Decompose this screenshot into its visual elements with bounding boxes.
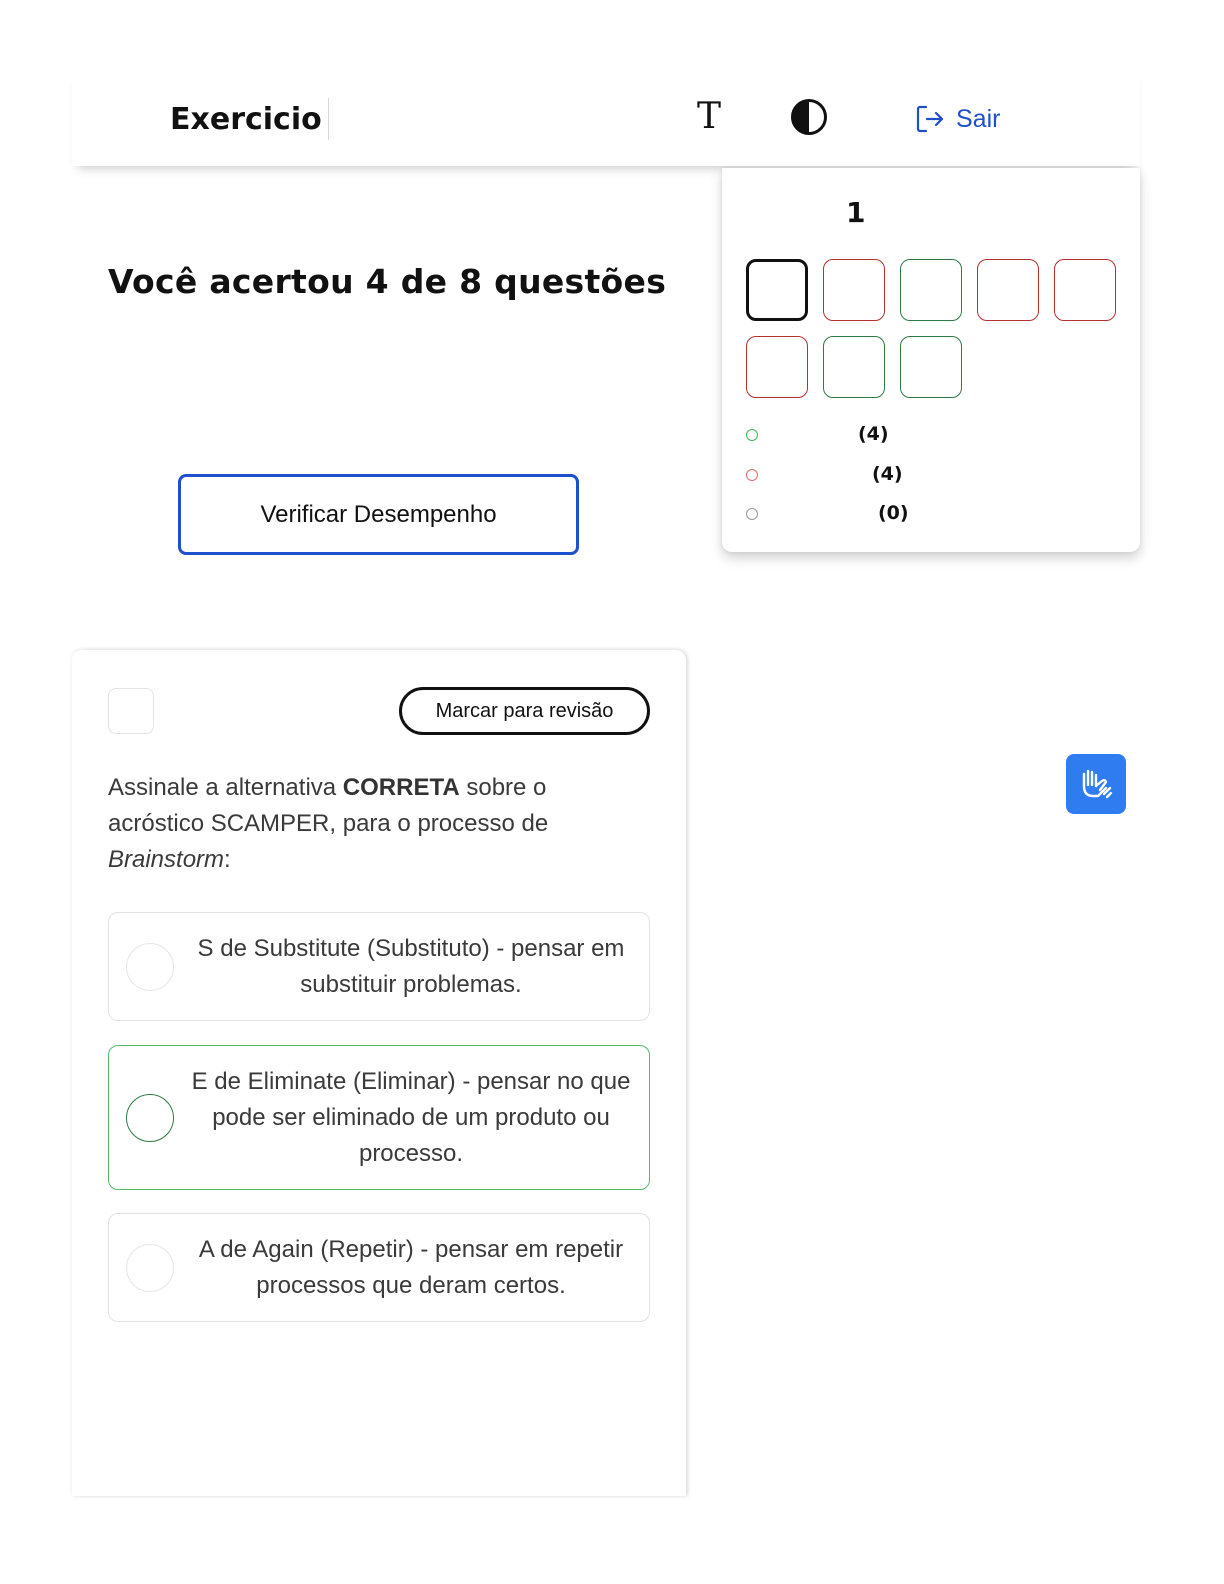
question-navigation-panel — [722, 168, 1140, 552]
option-radio[interactable] — [126, 1094, 174, 1142]
option-text: E de Eliminate (Eliminar) - pensar no que pode ser eliminado de um produto ou processo. — [191, 1067, 631, 1167]
question-nav-5[interactable] — [1054, 259, 1116, 321]
sign-language-button[interactable] — [1066, 754, 1126, 814]
question-checkbox[interactable] — [108, 688, 154, 734]
logout-icon — [914, 103, 946, 135]
header-divider — [328, 98, 329, 140]
legend-unanswered-count: (0) — [878, 502, 909, 524]
legend-correct-dot — [746, 429, 758, 441]
question-text — [108, 770, 608, 878]
result-title: Você acertou 4 de 8 questões — [108, 262, 667, 301]
font-size-icon[interactable]: T — [696, 95, 721, 137]
exit-button[interactable] — [914, 100, 1000, 138]
legend-unanswered-dot — [746, 508, 758, 520]
contrast-icon[interactable] — [790, 98, 828, 136]
top-header — [72, 70, 1140, 166]
page-title: Exercicio — [170, 102, 322, 137]
answer-option-1[interactable] — [108, 912, 650, 1021]
question-text-part: sobre o acróstico SCAMPER, para o processo de — [108, 774, 549, 837]
question-text-part: Assinale a alternativa — [108, 774, 343, 801]
question-text-bold: CORRETA — [342, 774, 460, 801]
sign-language-icon — [1076, 764, 1116, 804]
verify-performance-button[interactable]: Verificar Desempenho — [178, 474, 579, 555]
question-nav-8[interactable] — [900, 336, 962, 398]
question-text-part: : — [224, 846, 231, 873]
question-text-italic: Brainstorm — [108, 846, 225, 873]
answer-option-3[interactable] — [108, 1213, 650, 1322]
legend-correct — [746, 423, 1126, 447]
option-radio[interactable] — [126, 943, 174, 991]
option-radio[interactable] — [126, 1244, 174, 1292]
option-text: S de Substitute (Substituto) - pensar em substituir problemas. — [197, 934, 625, 998]
legend-wrong-count: (4) — [872, 463, 903, 485]
legend-correct-count: (4) — [858, 423, 889, 445]
question-card — [72, 650, 686, 1496]
answer-option-2[interactable] — [108, 1045, 650, 1190]
mark-for-review-button[interactable]: Marcar para revisão — [399, 687, 650, 735]
exit-label: Sair — [956, 104, 1001, 133]
question-nav-1[interactable] — [746, 259, 808, 321]
legend-unanswered — [746, 502, 1126, 526]
option-text: A de Again (Repetir) - pensar em repetir processos que deram certos. — [198, 1235, 624, 1299]
question-nav-3[interactable] — [900, 259, 962, 321]
current-question-number: 1 — [846, 196, 866, 229]
question-nav-4[interactable] — [977, 259, 1039, 321]
legend-wrong-dot — [746, 469, 758, 481]
question-nav-6[interactable] — [746, 336, 808, 398]
question-nav-7[interactable] — [823, 336, 885, 398]
question-nav-2[interactable] — [823, 259, 885, 321]
legend-wrong — [746, 463, 1126, 487]
